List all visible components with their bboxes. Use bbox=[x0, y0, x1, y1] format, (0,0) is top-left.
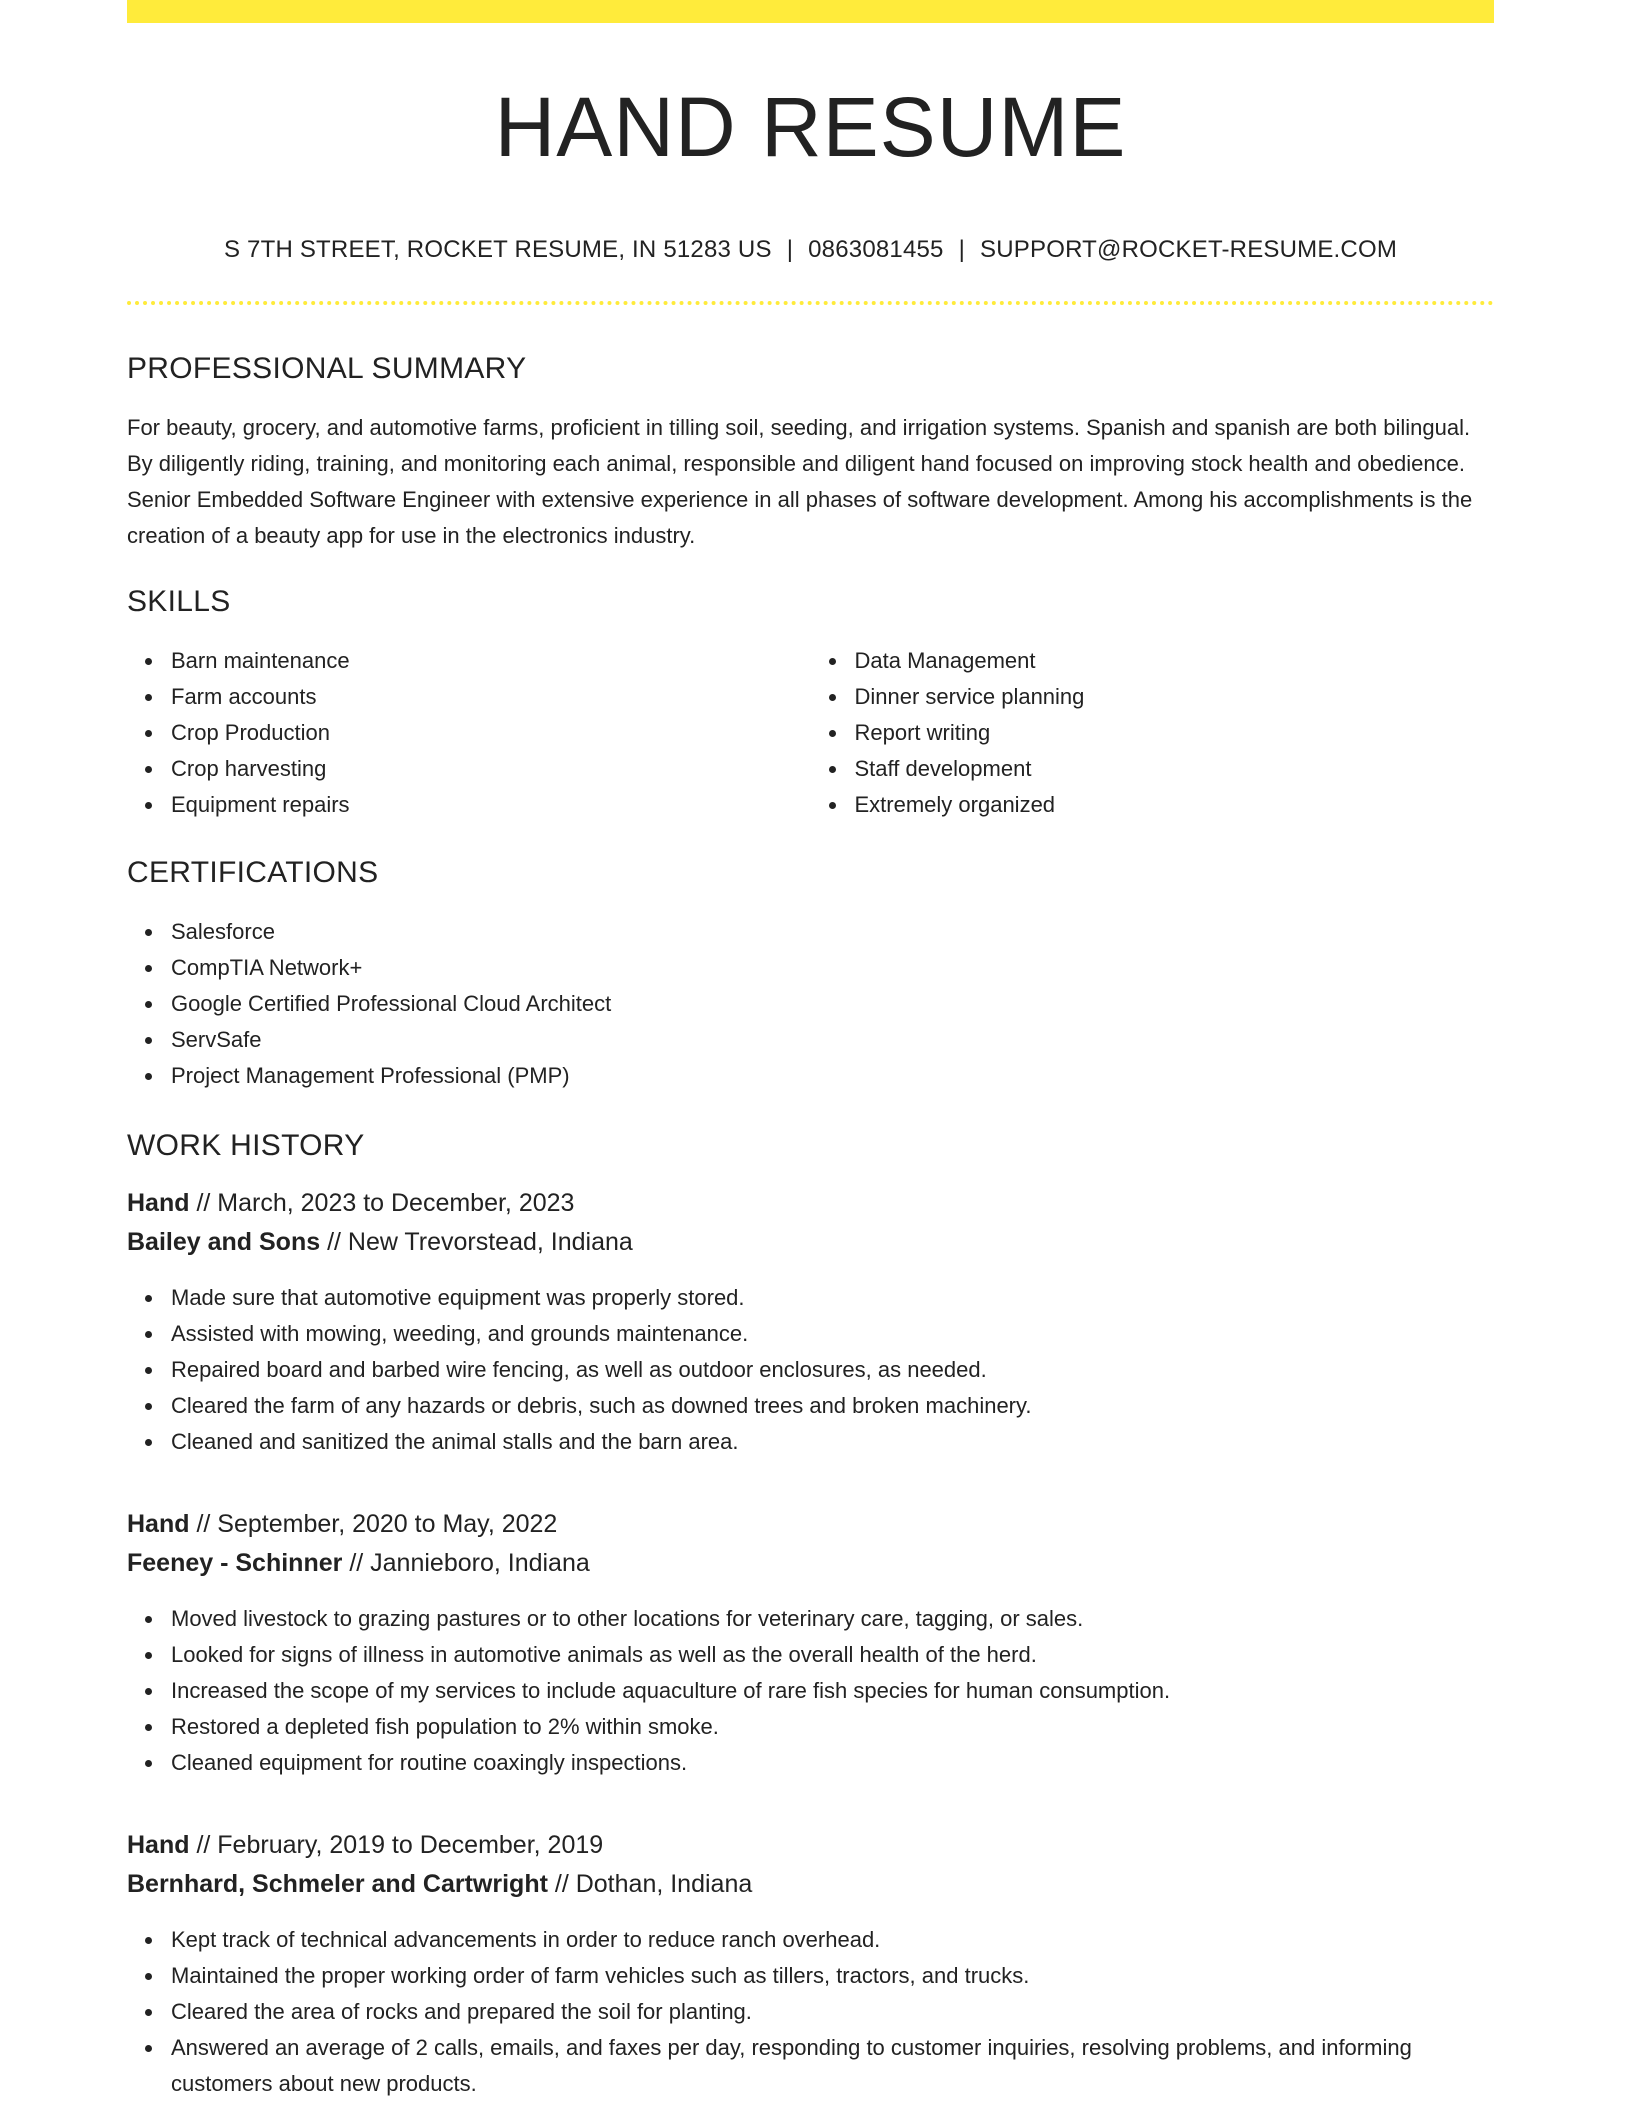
job-bullet: Increased the scope of my services to include aquaculture of rare fish species for human consumption. bbox=[171, 1673, 1494, 1709]
skill-item: Crop harvesting bbox=[171, 751, 811, 787]
certifications-list bbox=[127, 914, 1494, 1094]
resume-name: HAND RESUME bbox=[494, 80, 1127, 174]
job-bullets bbox=[127, 1922, 1494, 2102]
work-history-heading: WORK HISTORY bbox=[127, 1129, 365, 1162]
job-location: // Dothan, Indiana bbox=[554, 1870, 753, 1898]
job-entry bbox=[127, 1833, 1494, 2102]
contact-address: S 7TH STREET, ROCKET RESUME, IN 51283 US bbox=[223, 236, 772, 263]
certification-item: Project Management Professional (PMP) bbox=[171, 1058, 1494, 1094]
certifications-heading: CERTIFICATIONS bbox=[127, 856, 379, 889]
job-role: Hand bbox=[127, 1831, 190, 1859]
job-location: // Jannieboro, Indiana bbox=[349, 1549, 590, 1577]
job-bullets bbox=[127, 1601, 1494, 1781]
contact-line bbox=[127, 238, 1494, 262]
job-role: Hand bbox=[127, 1510, 190, 1538]
job-title-line bbox=[127, 1833, 1494, 1858]
contact-separator: | bbox=[958, 236, 966, 263]
job-bullet: Answered an average of 2 calls, emails, and faxes per day, responding to customer inquiries, resolving problems, and informing customers about new products. bbox=[171, 2030, 1494, 2102]
summary-heading: PROFESSIONAL SUMMARY bbox=[127, 352, 527, 385]
contact-separator: | bbox=[786, 236, 794, 263]
contact-phone: 0863081455 bbox=[808, 236, 944, 263]
contact-email: SUPPORT@ROCKET-RESUME.COM bbox=[980, 236, 1398, 263]
job-bullet: Maintained the proper working order of farm vehicles such as tillers, tractors, and trucks. bbox=[171, 1958, 1494, 1994]
job-company-line bbox=[127, 1551, 1494, 1576]
job-title-line bbox=[127, 1191, 1494, 1216]
job-company: Bailey and Sons bbox=[127, 1228, 321, 1256]
skill-item: Report writing bbox=[855, 715, 1495, 751]
job-bullet: Cleared the area of rocks and prepared the soil for planting. bbox=[171, 1994, 1494, 2030]
job-bullet: Cleaned and sanitized the animal stalls and the barn area. bbox=[171, 1424, 1494, 1460]
skill-item: Farm accounts bbox=[171, 679, 811, 715]
job-location: // New Trevorstead, Indiana bbox=[327, 1228, 633, 1256]
job-bullets bbox=[127, 1280, 1494, 1460]
job-bullet: Repaired board and barbed wire fencing, as well as outdoor enclosures, as needed. bbox=[171, 1352, 1494, 1388]
skill-item: Staff development bbox=[855, 751, 1495, 787]
certification-item: CompTIA Network+ bbox=[171, 950, 1494, 986]
job-entry bbox=[127, 1191, 1494, 1460]
job-company: Feeney - Schinner bbox=[127, 1549, 343, 1577]
job-bullet: Restored a depleted fish population to 2% within smoke. bbox=[171, 1709, 1494, 1745]
job-bullet: Moved livestock to grazing pastures or to other locations for veterinary care, tagging, or sales. bbox=[171, 1601, 1494, 1637]
job-bullet: Kept track of technical advancements in order to reduce ranch overhead. bbox=[171, 1922, 1494, 1958]
job-bullet: Assisted with mowing, weeding, and grounds maintenance. bbox=[171, 1316, 1494, 1352]
job-company-line bbox=[127, 1230, 1494, 1255]
skills-column-right bbox=[811, 643, 1495, 823]
skills-list bbox=[127, 643, 1494, 823]
job-bullet: Cleaned equipment for routine coaxingly inspections. bbox=[171, 1745, 1494, 1781]
job-title-line bbox=[127, 1512, 1494, 1537]
skill-item: Extremely organized bbox=[855, 787, 1495, 823]
summary-text: For beauty, grocery, and automotive farms, proficient in tilling soil, seeding, and irrigation systems. Spanish and spanish are both bilingual. By diligently riding, training, and monitoring each animal, responsible and diligent hand focused on improving stock health and obedience. Senior Embedded Software Engineer with extensive experience in all phases of software development. Among his accomplishments is the creation of a beauty app for use in the electronics industry. bbox=[127, 415, 1473, 548]
skills-heading: SKILLS bbox=[127, 585, 231, 618]
job-bullet: Looked for signs of illness in automotive animals as well as the overall health of the herd. bbox=[171, 1637, 1494, 1673]
job-dates: // February, 2019 to December, 2019 bbox=[196, 1831, 604, 1859]
job-company-line bbox=[127, 1872, 1494, 1897]
skill-item: Crop Production bbox=[171, 715, 811, 751]
skill-item: Barn maintenance bbox=[171, 643, 811, 679]
job-bullet: Made sure that automotive equipment was properly stored. bbox=[171, 1280, 1494, 1316]
resume-page bbox=[127, 0, 1494, 2102]
accent-top-bar bbox=[127, 0, 1494, 23]
job-dates: // March, 2023 to December, 2023 bbox=[196, 1189, 575, 1217]
skills-column-left bbox=[127, 643, 811, 823]
job-entry bbox=[127, 1512, 1494, 1781]
job-company: Bernhard, Schmeler and Cartwright bbox=[127, 1870, 548, 1898]
job-role: Hand bbox=[127, 1189, 190, 1217]
job-bullet: Cleared the farm of any hazards or debris, such as downed trees and broken machinery. bbox=[171, 1388, 1494, 1424]
certification-item: Salesforce bbox=[171, 914, 1494, 950]
skill-item: Data Management bbox=[855, 643, 1495, 679]
dotted-divider bbox=[127, 301, 1494, 305]
certification-item: Google Certified Professional Cloud Architect bbox=[171, 986, 1494, 1022]
skill-item: Equipment repairs bbox=[171, 787, 811, 823]
skill-item: Dinner service planning bbox=[855, 679, 1495, 715]
certification-item: ServSafe bbox=[171, 1022, 1494, 1058]
job-dates: // September, 2020 to May, 2022 bbox=[196, 1510, 558, 1538]
